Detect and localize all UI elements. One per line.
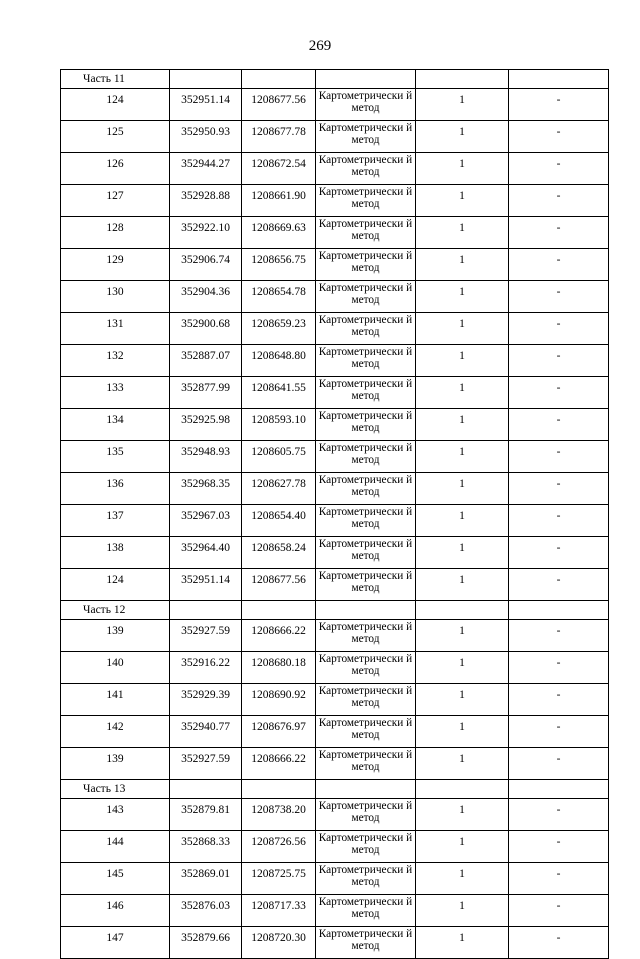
- x-coordinate-cell: 352927.59: [170, 620, 242, 652]
- y-coordinate-cell: 1208658.24: [242, 537, 316, 569]
- point-number-cell: 138: [61, 537, 170, 569]
- description-cell: -: [509, 313, 609, 345]
- description-cell: -: [509, 620, 609, 652]
- table-row: [61, 684, 609, 716]
- empty-cell: [316, 70, 416, 89]
- empty-cell: [170, 70, 242, 89]
- point-number-cell: 145: [61, 863, 170, 895]
- method-cell: Картометрически й метод: [316, 345, 416, 377]
- y-coordinate-cell: 1208656.75: [242, 249, 316, 281]
- y-coordinate-cell: 1208666.22: [242, 620, 316, 652]
- empty-cell: [509, 780, 609, 799]
- point-number-cell: 125: [61, 121, 170, 153]
- empty-cell: [416, 70, 509, 89]
- method-cell: Картометрически й метод: [316, 748, 416, 780]
- accuracy-cell: 1: [416, 831, 509, 863]
- method-cell: Картометрически й метод: [316, 831, 416, 863]
- y-coordinate-cell: 1208726.56: [242, 831, 316, 863]
- y-coordinate-cell: 1208680.18: [242, 652, 316, 684]
- table-row: [61, 895, 609, 927]
- y-coordinate-cell: 1208648.80: [242, 345, 316, 377]
- point-number-cell: 124: [61, 89, 170, 121]
- accuracy-cell: 1: [416, 409, 509, 441]
- y-coordinate-cell: 1208669.63: [242, 217, 316, 249]
- x-coordinate-cell: 352927.59: [170, 748, 242, 780]
- table-row: [61, 927, 609, 959]
- description-cell: -: [509, 281, 609, 313]
- x-coordinate-cell: 352887.07: [170, 345, 242, 377]
- y-coordinate-cell: 1208738.20: [242, 799, 316, 831]
- point-number-cell: 132: [61, 345, 170, 377]
- description-cell: -: [509, 473, 609, 505]
- table-row: [61, 620, 609, 652]
- table-row: [61, 249, 609, 281]
- table-row: [61, 652, 609, 684]
- point-number-cell: 146: [61, 895, 170, 927]
- description-cell: -: [509, 185, 609, 217]
- page-number: 269: [308, 38, 332, 54]
- x-coordinate-cell: 352951.14: [170, 89, 242, 121]
- table-row: [61, 505, 609, 537]
- method-cell: Картометрически й метод: [316, 377, 416, 409]
- table-row: [61, 153, 609, 185]
- description-cell: -: [509, 121, 609, 153]
- x-coordinate-cell: 352900.68: [170, 313, 242, 345]
- x-coordinate-cell: 352876.03: [170, 895, 242, 927]
- point-number-cell: 126: [61, 153, 170, 185]
- method-cell: Картометрически й метод: [316, 684, 416, 716]
- y-coordinate-cell: 1208717.33: [242, 895, 316, 927]
- accuracy-cell: 1: [416, 863, 509, 895]
- x-coordinate-cell: 352964.40: [170, 537, 242, 569]
- description-cell: -: [509, 409, 609, 441]
- point-number-cell: 143: [61, 799, 170, 831]
- y-coordinate-cell: 1208661.90: [242, 185, 316, 217]
- x-coordinate-cell: 352928.88: [170, 185, 242, 217]
- table-row: [61, 748, 609, 780]
- y-coordinate-cell: 1208654.40: [242, 505, 316, 537]
- accuracy-cell: 1: [416, 313, 509, 345]
- y-coordinate-cell: 1208720.30: [242, 927, 316, 959]
- accuracy-cell: 1: [416, 684, 509, 716]
- y-coordinate-cell: 1208677.78: [242, 121, 316, 153]
- x-coordinate-cell: 352906.74: [170, 249, 242, 281]
- table-row: [61, 185, 609, 217]
- empty-cell: [170, 780, 242, 799]
- x-coordinate-cell: 352869.01: [170, 863, 242, 895]
- accuracy-cell: 1: [416, 927, 509, 959]
- empty-cell: [509, 70, 609, 89]
- y-coordinate-cell: 1208654.78: [242, 281, 316, 313]
- y-coordinate-cell: 1208659.23: [242, 313, 316, 345]
- accuracy-cell: 1: [416, 345, 509, 377]
- x-coordinate-cell: 352916.22: [170, 652, 242, 684]
- table-row: [61, 716, 609, 748]
- description-cell: -: [509, 441, 609, 473]
- description-cell: -: [509, 217, 609, 249]
- x-coordinate-cell: 352879.81: [170, 799, 242, 831]
- method-cell: Картометрически й метод: [316, 620, 416, 652]
- x-coordinate-cell: 352968.35: [170, 473, 242, 505]
- y-coordinate-cell: 1208676.97: [242, 716, 316, 748]
- accuracy-cell: 1: [416, 748, 509, 780]
- description-cell: -: [509, 799, 609, 831]
- accuracy-cell: 1: [416, 537, 509, 569]
- accuracy-cell: 1: [416, 799, 509, 831]
- method-cell: Картометрически й метод: [316, 569, 416, 601]
- method-cell: Картометрически й метод: [316, 716, 416, 748]
- description-cell: -: [509, 831, 609, 863]
- y-coordinate-cell: 1208672.54: [242, 153, 316, 185]
- y-coordinate-cell: 1208666.22: [242, 748, 316, 780]
- accuracy-cell: 1: [416, 281, 509, 313]
- method-cell: Картометрически й метод: [316, 409, 416, 441]
- accuracy-cell: 1: [416, 185, 509, 217]
- y-coordinate-cell: 1208690.92: [242, 684, 316, 716]
- point-number-cell: 130: [61, 281, 170, 313]
- x-coordinate-cell: 352948.93: [170, 441, 242, 473]
- accuracy-cell: 1: [416, 377, 509, 409]
- description-cell: -: [509, 863, 609, 895]
- x-coordinate-cell: 352951.14: [170, 569, 242, 601]
- description-cell: -: [509, 249, 609, 281]
- table-row: [61, 89, 609, 121]
- x-coordinate-cell: 352950.93: [170, 121, 242, 153]
- description-cell: -: [509, 89, 609, 121]
- x-coordinate-cell: 352967.03: [170, 505, 242, 537]
- section-label: Часть 11: [61, 70, 170, 89]
- method-cell: Картометрически й метод: [316, 799, 416, 831]
- empty-cell: [170, 601, 242, 620]
- accuracy-cell: 1: [416, 620, 509, 652]
- y-coordinate-cell: 1208593.10: [242, 409, 316, 441]
- section-header-row: [61, 601, 609, 620]
- section-label: Часть 13: [61, 780, 170, 799]
- coordinates-table: [60, 69, 609, 959]
- point-number-cell: 142: [61, 716, 170, 748]
- method-cell: Картометрически й метод: [316, 313, 416, 345]
- method-cell: Картометрически й метод: [316, 89, 416, 121]
- method-cell: Картометрически й метод: [316, 217, 416, 249]
- point-number-cell: 139: [61, 620, 170, 652]
- method-cell: Картометрически й метод: [316, 863, 416, 895]
- table-row: [61, 345, 609, 377]
- point-number-cell: 144: [61, 831, 170, 863]
- point-number-cell: 133: [61, 377, 170, 409]
- empty-cell: [316, 601, 416, 620]
- table-row: [61, 217, 609, 249]
- y-coordinate-cell: 1208677.56: [242, 89, 316, 121]
- method-cell: Картометрически й метод: [316, 153, 416, 185]
- y-coordinate-cell: 1208641.55: [242, 377, 316, 409]
- section-header-row: [61, 780, 609, 799]
- point-number-cell: 134: [61, 409, 170, 441]
- empty-cell: [242, 70, 316, 89]
- point-number-cell: 136: [61, 473, 170, 505]
- table-row: [61, 313, 609, 345]
- x-coordinate-cell: 352925.98: [170, 409, 242, 441]
- table-row: [61, 409, 609, 441]
- empty-cell: [242, 780, 316, 799]
- empty-cell: [509, 601, 609, 620]
- y-coordinate-cell: 1208605.75: [242, 441, 316, 473]
- table-row: [61, 377, 609, 409]
- y-coordinate-cell: 1208627.78: [242, 473, 316, 505]
- point-number-cell: 147: [61, 927, 170, 959]
- table-row: [61, 537, 609, 569]
- accuracy-cell: 1: [416, 895, 509, 927]
- method-cell: Картометрически й метод: [316, 652, 416, 684]
- point-number-cell: 140: [61, 652, 170, 684]
- point-number-cell: 131: [61, 313, 170, 345]
- empty-cell: [416, 601, 509, 620]
- description-cell: -: [509, 345, 609, 377]
- method-cell: Картометрически й метод: [316, 249, 416, 281]
- accuracy-cell: 1: [416, 153, 509, 185]
- table-row: [61, 799, 609, 831]
- accuracy-cell: 1: [416, 569, 509, 601]
- empty-cell: [316, 780, 416, 799]
- accuracy-cell: 1: [416, 249, 509, 281]
- method-cell: Картометрически й метод: [316, 473, 416, 505]
- description-cell: -: [509, 895, 609, 927]
- table-row: [61, 473, 609, 505]
- section-label: Часть 12: [61, 601, 170, 620]
- point-number-cell: 129: [61, 249, 170, 281]
- description-cell: -: [509, 652, 609, 684]
- description-cell: -: [509, 377, 609, 409]
- point-number-cell: 137: [61, 505, 170, 537]
- description-cell: -: [509, 927, 609, 959]
- point-number-cell: 124: [61, 569, 170, 601]
- x-coordinate-cell: 352929.39: [170, 684, 242, 716]
- accuracy-cell: 1: [416, 716, 509, 748]
- y-coordinate-cell: 1208677.56: [242, 569, 316, 601]
- section-header-row: [61, 70, 609, 89]
- accuracy-cell: 1: [416, 473, 509, 505]
- table-row: [61, 441, 609, 473]
- x-coordinate-cell: 352944.27: [170, 153, 242, 185]
- x-coordinate-cell: 352922.10: [170, 217, 242, 249]
- accuracy-cell: 1: [416, 121, 509, 153]
- method-cell: Картометрически й метод: [316, 505, 416, 537]
- method-cell: Картометрически й метод: [316, 185, 416, 217]
- table-row: [61, 863, 609, 895]
- accuracy-cell: 1: [416, 652, 509, 684]
- x-coordinate-cell: 352877.99: [170, 377, 242, 409]
- point-number-cell: 128: [61, 217, 170, 249]
- description-cell: -: [509, 153, 609, 185]
- description-cell: -: [509, 569, 609, 601]
- method-cell: Картометрически й метод: [316, 927, 416, 959]
- accuracy-cell: 1: [416, 441, 509, 473]
- accuracy-cell: 1: [416, 505, 509, 537]
- method-cell: Картометрически й метод: [316, 895, 416, 927]
- table-row: [61, 281, 609, 313]
- method-cell: Картометрически й метод: [316, 121, 416, 153]
- x-coordinate-cell: 352904.36: [170, 281, 242, 313]
- description-cell: -: [509, 505, 609, 537]
- empty-cell: [242, 601, 316, 620]
- description-cell: -: [509, 537, 609, 569]
- accuracy-cell: 1: [416, 217, 509, 249]
- point-number-cell: 135: [61, 441, 170, 473]
- method-cell: Картометрически й метод: [316, 441, 416, 473]
- x-coordinate-cell: 352879.66: [170, 927, 242, 959]
- y-coordinate-cell: 1208725.75: [242, 863, 316, 895]
- method-cell: Картометрически й метод: [316, 537, 416, 569]
- point-number-cell: 141: [61, 684, 170, 716]
- method-cell: Картометрически й метод: [316, 281, 416, 313]
- table-row: [61, 569, 609, 601]
- description-cell: -: [509, 684, 609, 716]
- point-number-cell: 127: [61, 185, 170, 217]
- table-row: [61, 831, 609, 863]
- description-cell: -: [509, 716, 609, 748]
- table-row: [61, 121, 609, 153]
- x-coordinate-cell: 352940.77: [170, 716, 242, 748]
- empty-cell: [416, 780, 509, 799]
- description-cell: -: [509, 748, 609, 780]
- point-number-cell: 139: [61, 748, 170, 780]
- accuracy-cell: 1: [416, 89, 509, 121]
- x-coordinate-cell: 352868.33: [170, 831, 242, 863]
